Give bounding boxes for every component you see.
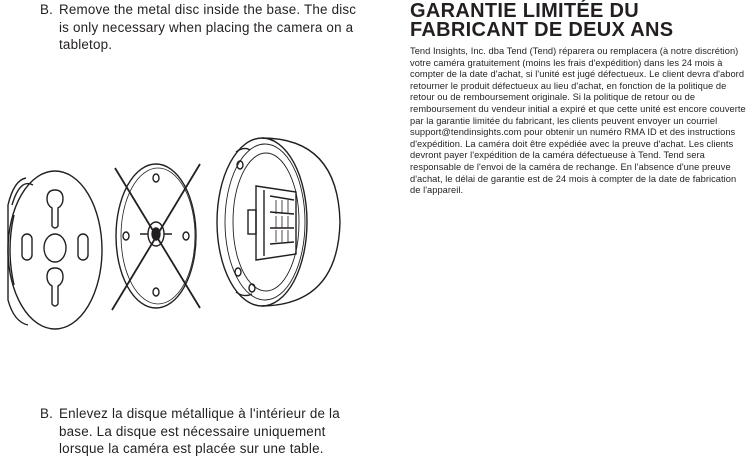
step-text: Remove the metal disc inside the base. The disc is only necessary when placing the camera on a tabletop. [59,2,357,52]
step-text: Enlevez la disque métallique à l'intérieur de la base. La disque est nécessaire uniquement lorsque la caméra est placée sur une table. [59,406,340,456]
warranty-section [410,2,746,197]
base-back-plate-icon [8,171,102,329]
warranty-title-line-1: GARANTIE LIMITÉE DU [410,0,640,22]
step-letter: B. [40,406,54,421]
base-interior-icon [217,138,340,306]
base-disc-removal-illustration [0,130,380,345]
warranty-title-line-2: FABRICANT DE DEUX ANS [410,19,674,41]
warranty-body: Tend Insights, Inc. dba Tend (Tend) réparera ou remplacera (à notre discrétion) votre caméra gratuitement (moins les frais d'expédition) dans les 24 mois à compter de la date d'achat, si l'unité est jugé défectueux. Le client devra d'abord retourner le produit défectueux au lieu d'achat, en fonction de la politique de retour ou de remboursement originale. Si la politique de retour ou de remboursement du vendeur initial a expiré et que cette unité est encore couverte par la garantie limitée du fabricant, les clients peuvent envoyer un courriel support@tendinsights.com pour obtenir un numéro RMA ID et des instructions d'expédition. La caméra doit être expédiée avec la preuve d'achat. Les clients devront payer l'expédition de la caméra défectueuse à Tend. Tend sera responsable de l'envoi de la caméra de rechange. En l'absence d'une preuve d'achat, le délai de garantie est de 24 mois à compter de la date de fabrication de l'appareil. [410,46,746,196]
step-b-english [40,1,370,54]
warranty-title [410,2,746,40]
step-letter: B. [40,2,54,17]
step-b-french [40,405,370,458]
